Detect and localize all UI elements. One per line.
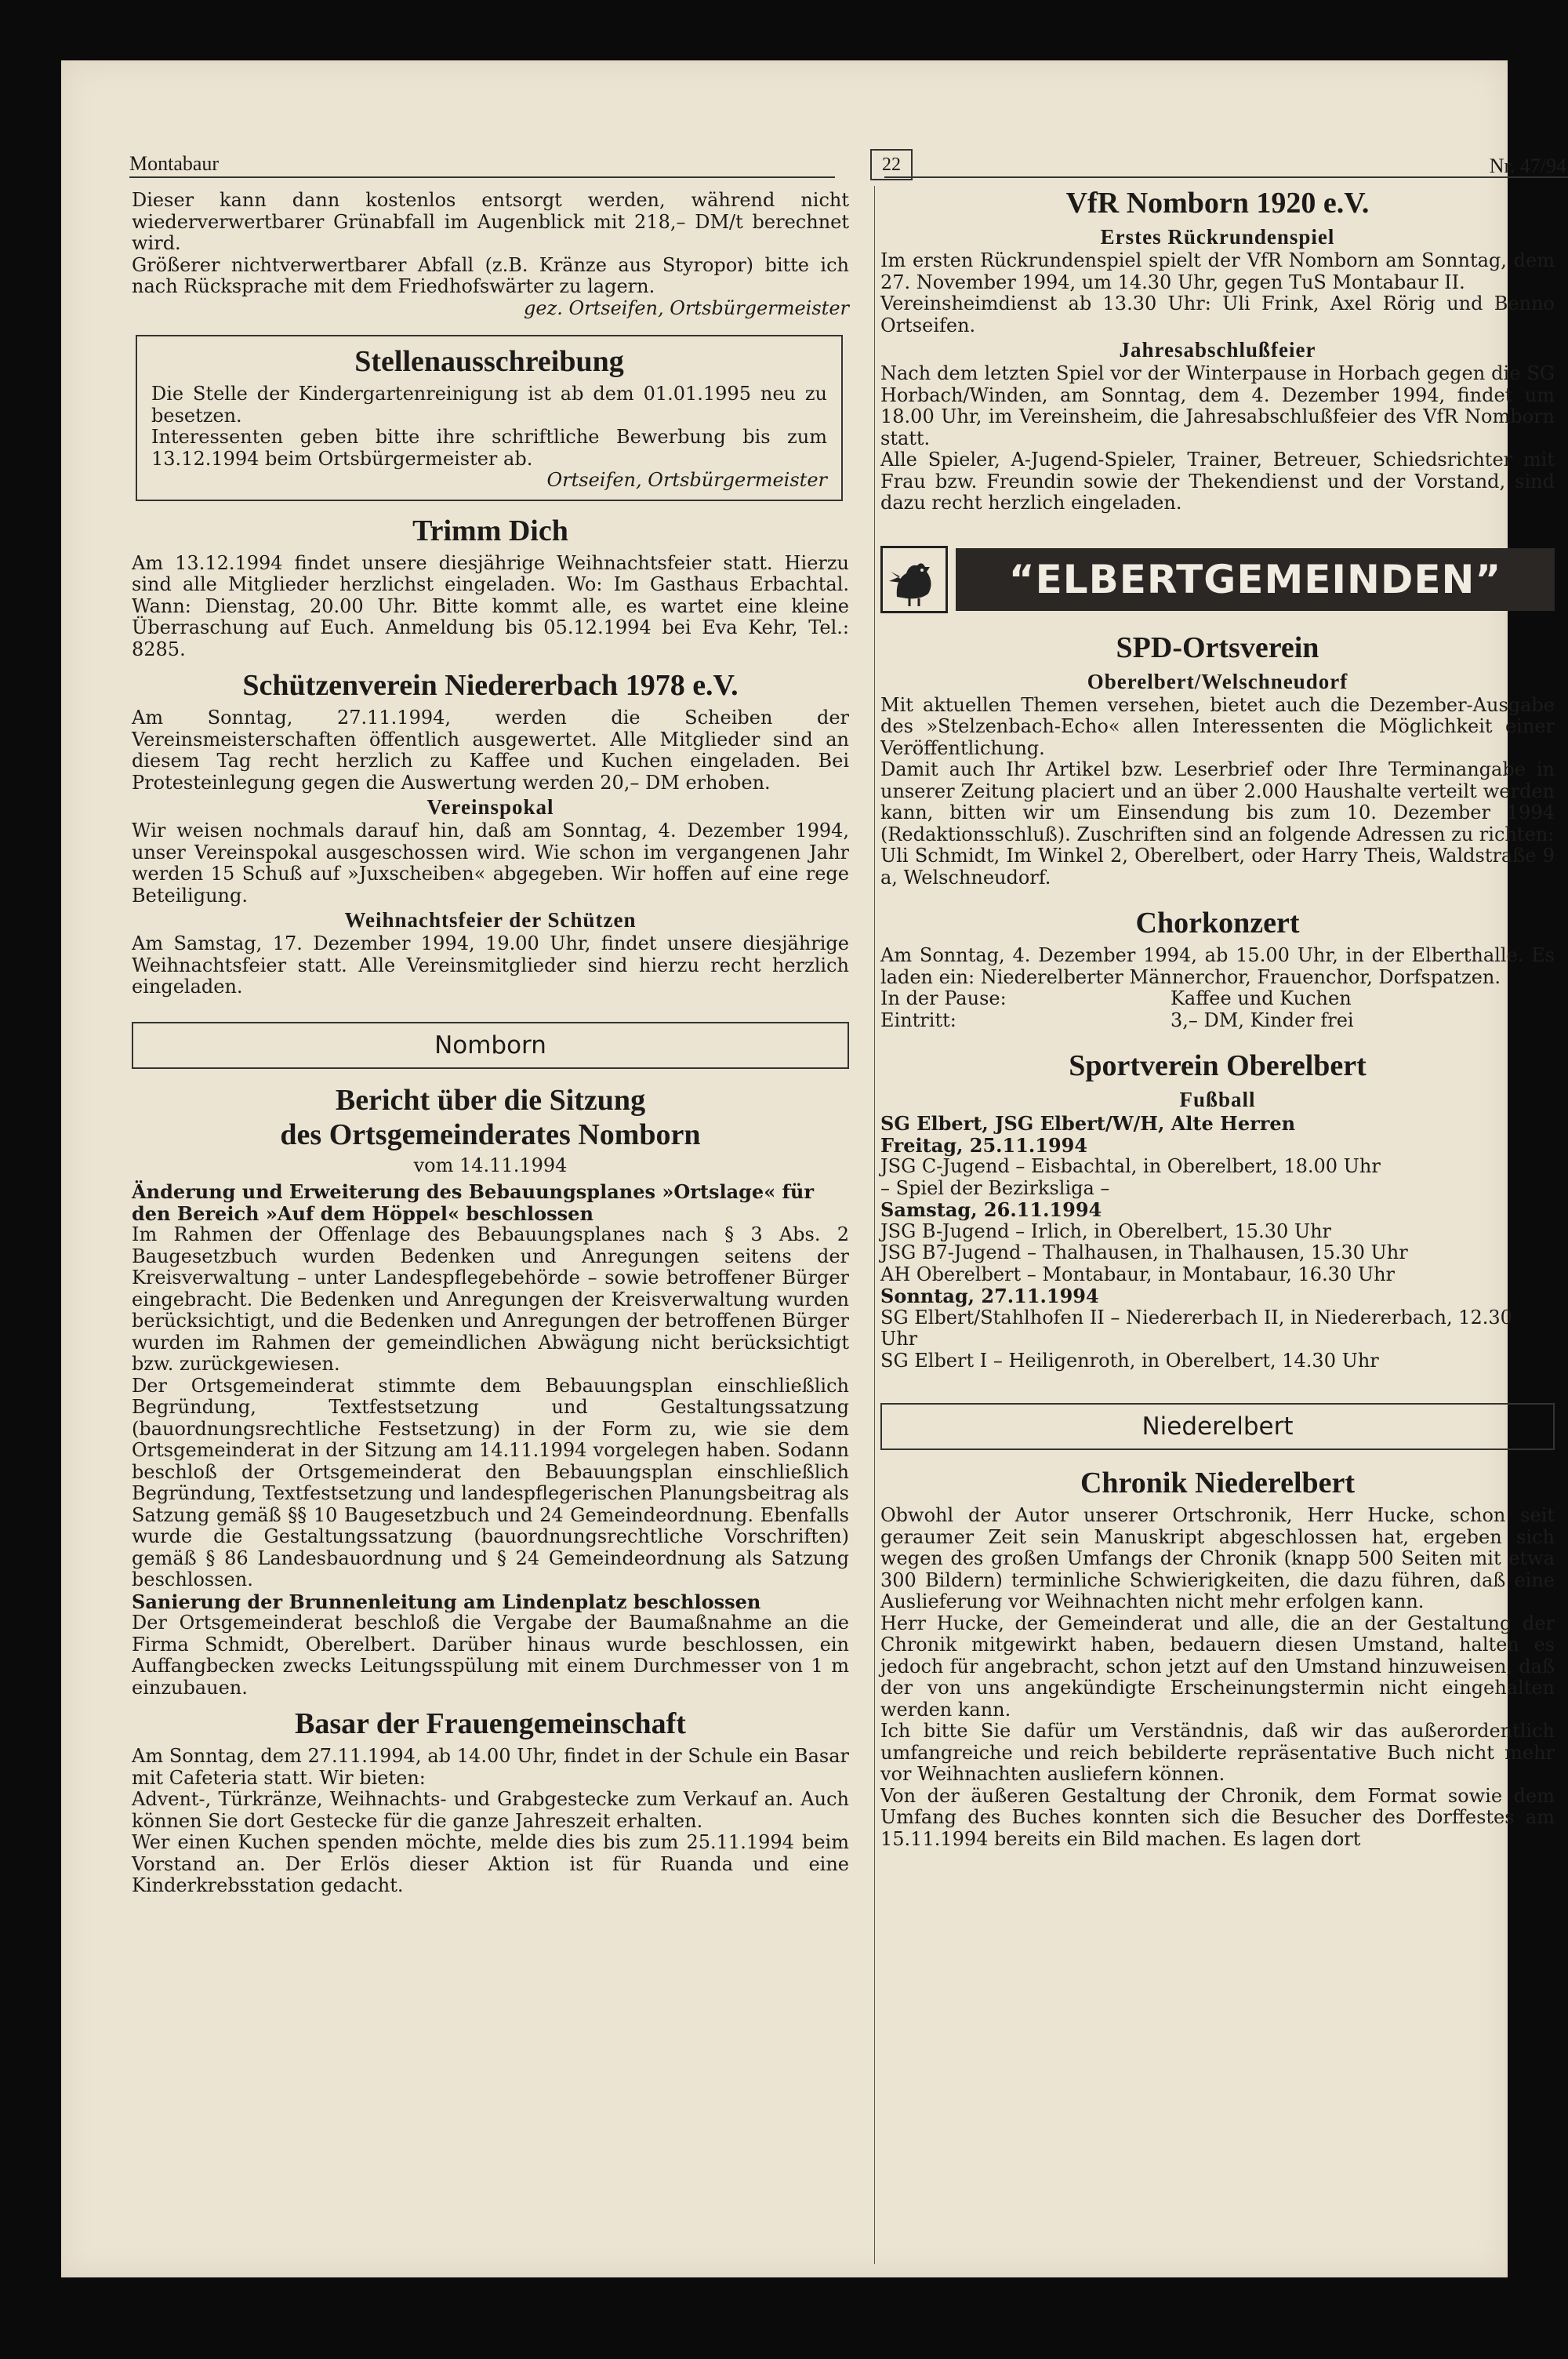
stellen-para-2: Interessenten geben bitte ihre schriftliche Bewerbung bis zum 13.12.1994 beim Ortsbürgermeister ab. (151, 426, 827, 470)
bericht-sub-1: Änderung und Erweiterung des Bebauungsplanes »Ortslage« für den Bereich »Auf dem Höppel« beschlossen (132, 1180, 814, 1225)
intro-para-1: Dieser kann dann kostenlos entsorgt werden, während nicht wiederverwertbarer Grünabfall im Augenblick mit 218,– DM/t berechnet wird. (132, 189, 849, 254)
schuetzen-para-3: Am Samstag, 17. Dezember 1994, 19.00 Uhr, findet unsere diesjährige Weihnachtsfeier statt. Alle Vereinsmitglieder sind hierzu recht herzlich eingeladen. (132, 932, 849, 998)
chronik-para-3: Ich bitte Sie dafür um Verständnis, daß wir das außerordentlich umfangreiche und reich bebilderte repräsentative Buch nicht mehr vor Weihnachten ausliefern können. (880, 1720, 1555, 1785)
bericht-date: vom 14.11.1994 (413, 1154, 568, 1176)
chor-row-eintritt-label: Eintritt: (880, 1009, 956, 1031)
chronik-title: Chronik Niederelbert (1080, 1467, 1356, 1499)
schuetzen-title: Schützenverein Niedererbach 1978 e.V. (242, 669, 739, 702)
bericht-title-2: des Ortsgemeinderates Nomborn (280, 1118, 701, 1151)
sport-day-2: Samstag, 26.11.1994 (880, 1198, 1102, 1221)
sport-title: Sportverein Oberelbert (1069, 1049, 1367, 1082)
stellen-para-1: Die Stelle der Kindergartenreinigung ist ab dem 01.01.1995 neu zu besetzen. (151, 383, 827, 427)
chronik-para-2: Herr Hucke, der Gemeinderat und alle, die an der Gestaltung der Chronik mitgewirkt haben, bedauern diesen Umstand, halten es jedoch für angebracht, schon jetzt auf den Umstand hinzuweisen, daß der von uns angekündigte Erscheinungstermin nicht eingehalten werden kann. (880, 1612, 1555, 1721)
sport-line-5: AH Oberelbert – Montabaur, in Montabaur, 16.30 Uhr (880, 1263, 1395, 1285)
spd-para-2: Damit auch Ihr Artikel bzw. Leserbrief oder Ihre Terminangabe in unserer Zeitung placiert und an über 2.000 Haushalte verteilt werden kann, bitten wir um Einsendung bis zum 10. Dezember 1994 (Redaktionsschluß). Zuschriften sind an folgende Adressen zu richten: (880, 758, 1555, 845)
chor-para: Am Sonntag, 4. Dezember 1994, ab 15.00 Uhr, in der Elberthalle. Es laden ein: Niederelberter Männerchor, Frauenchor, Dorfspatzen. (880, 944, 1555, 988)
elbertgemeinden-banner: “ELBERTGEMEINDEN” (956, 548, 1555, 611)
header-rule-left (129, 176, 835, 178)
rooster-logo-icon (880, 546, 948, 613)
right-column (880, 186, 1555, 1850)
bericht-para-1: Im Rahmen der Offenlage des Bebauungsplanes nach § 3 Abs. 2 Baugesetzbuch wurden Bedenken und Anregungen seitens der Kreisverwaltung – unter Landespflegebehörde – sowie betroffener Bürger eingebracht. Die Bedenken und Anregungen der Kreisverwaltung wurden berücksichtigt, und die Bedenken und Anregungen der betroffenen Bürger wurden im Rahmen der gemeindlichen Abwägung nicht berücksichtigt bzw. zurückgewiesen. (132, 1223, 849, 1375)
intro-signature: gez. Ortseifen, Ortsbürgermeister (524, 296, 849, 319)
chor-row-pause-label: In der Pause: (880, 987, 1007, 1009)
schuetzen-para-2: Wir weisen nochmals darauf hin, daß am Sonntag, 4. Dezember 1994, unser Vereinspokal ausgeschossen wird. Wie schon im vergangenen Jahr werden 15 Schuß auf »Juxscheiben« abgegeben. Wir hoffen auf eine rege Beteiligung. (132, 820, 849, 907)
spd-sub: Oberelbert/Welschneudorf (1087, 669, 1348, 693)
sport-line-3: JSG B-Jugend – Irlich, in Oberelbert, 15.30 Uhr (880, 1219, 1332, 1242)
basar-title: Basar der Frauengemeinschaft (295, 1707, 686, 1740)
column-divider (874, 186, 875, 2264)
chor-row-pause (880, 988, 1555, 1010)
vfr-para-2: Vereinsheimdienst ab 13.30 Uhr: Uli Frink, Axel Rörig und Benno Ortseifen. (880, 293, 1555, 336)
vfr-sub-1: Erstes Rückrundenspiel (1100, 225, 1335, 249)
left-column (132, 190, 849, 1897)
sport-line-7: SG Elbert I – Heiligenroth, in Oberelbert, 14.30 Uhr (880, 1349, 1379, 1372)
sport-sub: Fußball (1179, 1088, 1256, 1111)
basar-para-3: Wer einen Kuchen spenden möchte, melde dies bis zum 25.11.1994 beim Vorstand an. Der Erlös dieser Aktion ist für Ruanda und eine Kinderkrebsstation gedacht. (132, 1831, 849, 1896)
bericht-title-1: Bericht über die Sitzung (335, 1083, 646, 1117)
intro-para-2: Größerer nichtverwertbarer Abfall (z.B. Kränze aus Styropor) bitte ich nach Rücksprache mit dem Friedhofswärter zu lagern. (132, 253, 849, 297)
elbertgemeinden-header (880, 546, 1555, 613)
schuetzen-sub-2: Weihnachtsfeier der Schützen (344, 908, 637, 932)
trimm-title: Trimm Dich (412, 514, 568, 547)
sport-line-4: JSG B7-Jugend – Thalhausen, in Thalhausen, 15.30 Uhr (880, 1241, 1408, 1263)
chor-row-eintritt (880, 1010, 1555, 1032)
schuetzen-para-1: Am Sonntag, 27.11.1994, werden die Scheiben der Vereinsmeisterschaften öffentlich ausgewertet. Alle Mitglieder sind an diesem Tag recht herzlich zu Kaffee und Kuchen eingeladen. Bei Protesteinlegung gegen die Auswertung werden 20,– DM erhoben. (132, 707, 849, 794)
niederelbert-section-box: Niederelbert (880, 1403, 1555, 1450)
sport-line-1: JSG C-Jugend – Eisbachtal, in Oberelbert, 18.00 Uhr (880, 1155, 1381, 1177)
vfr-para-4: Alle Spieler, A-Jugend-Spieler, Trainer, Betreuer, Schiedsrichter mit Frau bzw. Freundin sowie der Thekendienst und der Vorstand, sind dazu recht herzlich eingeladen. (880, 449, 1555, 514)
chor-row-eintritt-value: 3,– DM, Kinder frei (1171, 1009, 1354, 1031)
bericht-para-3: Der Ortsgemeinderat beschloß die Vergabe der Baumaßnahme an die Firma Schmidt, Oberelbert. Darüber hinaus wurde beschlossen, ein Auffangbecken zwecks Leitungsspülung mit einem Durchmesser von 1 m einzubauen. (132, 1612, 849, 1699)
chronik-para-4: Von der äußeren Gestaltung der Chronik, dem Format sowie dem Umfang des Buches konnten sich die Besucher des Dorffestes am 15.11.1994 bereits ein Bild machen. Es lagen dort (880, 1784, 1555, 1850)
header-place: Montabaur (129, 152, 220, 175)
spd-para-1: Mit aktuellen Themen versehen, bietet auch die Dezember-Ausgabe des »Stelzenbach-Echo« allen Interessenten die Möglichkeit einer Veröffentlichung. (880, 693, 1555, 759)
spd-title: SPD-Ortsverein (1116, 631, 1319, 664)
basar-para-2: Advent-, Türkränze, Weihnachts- und Grabgestecke zum Verkauf an. Auch können Sie dort Gestecke für die ganze Jahreszeit erhalten. (132, 1788, 849, 1832)
bericht-para-2: Der Ortsgemeinderat stimmte dem Bebauungsplan einschließlich Begründung, Textfestsetzung und Gestaltungssatzung (bauordnungsrechtliche Festsetzung) in der Form zu, wie sie dem Ortsgemeinderat in der Sitzung am 14.11.1994 vorgelegen haben. Sodann beschloß der Ortsgemeinderat den Bebauungsplan einschließlich Begründung, Textfestsetzung und landespflegerischen Planungsbeitrag als Satzung gemäß §§ 10 Baugesetzbuch und 24 Gemeindeordnung. Ebenfalls wurde die Gestaltungssatzung (bauordnungsrechtliche Vorschriften) gemäß § 86 Landesbauordnung und § 24 Gemeindeordnung als Satzung beschlossen. (132, 1374, 849, 1590)
nomborn-section-box: Nomborn (132, 1022, 849, 1069)
spd-para-3: Uli Schmidt, Im Winkel 2, Oberelbert, oder Harry Theis, Waldstraße 9 a, Welschneudorf. (880, 845, 1555, 889)
stellen-box (136, 335, 843, 501)
vfr-para-3: Nach dem letzten Spiel vor der Winterpause in Horbach gegen die SG Horbach/Winden, am Sonntag, dem 4. Dezember 1994, findet um 18.00 Uhr, im Vereinsheim, die Jahresabschlußfeier des VfR Nomborn statt. (880, 362, 1555, 449)
sport-line-2: – Spiel der Bezirksliga – (880, 1176, 1110, 1199)
sport-day-1: Freitag, 25.11.1994 (880, 1133, 1088, 1157)
bericht-sub-2: Sanierung der Brunnenleitung am Lindenplatz beschlossen (132, 1590, 761, 1613)
basar-para-1: Am Sonntag, dem 27.11.1994, ab 14.00 Uhr, findet in der Schule ein Basar mit Cafeteria statt. Wir bieten: (132, 1745, 849, 1789)
vfr-sub-2: Jahresabschlußfeier (1119, 338, 1316, 362)
trimm-para: Am 13.12.1994 findet unsere diesjährige Weihnachtsfeier statt. Hierzu sind alle Mitglieder herzlichst eingeladen. Wo: Im Gasthaus Erbachtal. Wann: Dienstag, 20.00 Uhr. Bitte kommt alle, es wartet eine kleine Überraschung auf Euch. Anmeldung bis 05.12.1994 bei Eva Kehr, Tel.: 8285. (132, 551, 849, 660)
sport-teams: SG Elbert, JSG Elbert/W/H, Alte Herren (880, 1112, 1296, 1135)
chor-title: Chorkonzert (1135, 907, 1300, 940)
chor-row-pause-value: Kaffee und Kuchen (1171, 987, 1352, 1009)
issue-number: Nr. 47/94 (1489, 154, 1566, 177)
schuetzen-sub-1: Vereinspokal (426, 795, 554, 819)
vfr-title: VfR Nomborn 1920 e.V. (1065, 187, 1370, 220)
sport-line-6: SG Elbert/Stahlhofen II – Niedererbach II, in Niedererbach, 12.30 Uhr (880, 1306, 1512, 1350)
stellen-title: Stellenausschreibung (354, 345, 624, 378)
stellen-signature: Ortseifen, Ortsbürgermeister (546, 469, 827, 491)
newspaper-page (61, 60, 1566, 2277)
chronik-para-1: Obwohl der Autor unserer Ortschronik, Herr Hucke, schon seit geraumer Zeit sein Manuskript abgeschlossen hat, ergeben sich wegen des großen Umfangs der Chronik (knapp 500 Seiten mit etwa 300 Bildern) terminliche Schwierigkeiten, die dazu führen, daß eine Auslieferung vor Weihnachten nicht mehr erfolgen kann. (880, 1504, 1555, 1612)
sport-day-3: Sonntag, 27.11.1994 (880, 1285, 1099, 1307)
page-number: 22 (870, 149, 913, 180)
vfr-para-1: Im ersten Rückrundenspiel spielt der VfR Nomborn am Sonntag, dem 27. November 1994, um 14.30 Uhr, gegen TuS Montabaur II. (880, 249, 1555, 293)
